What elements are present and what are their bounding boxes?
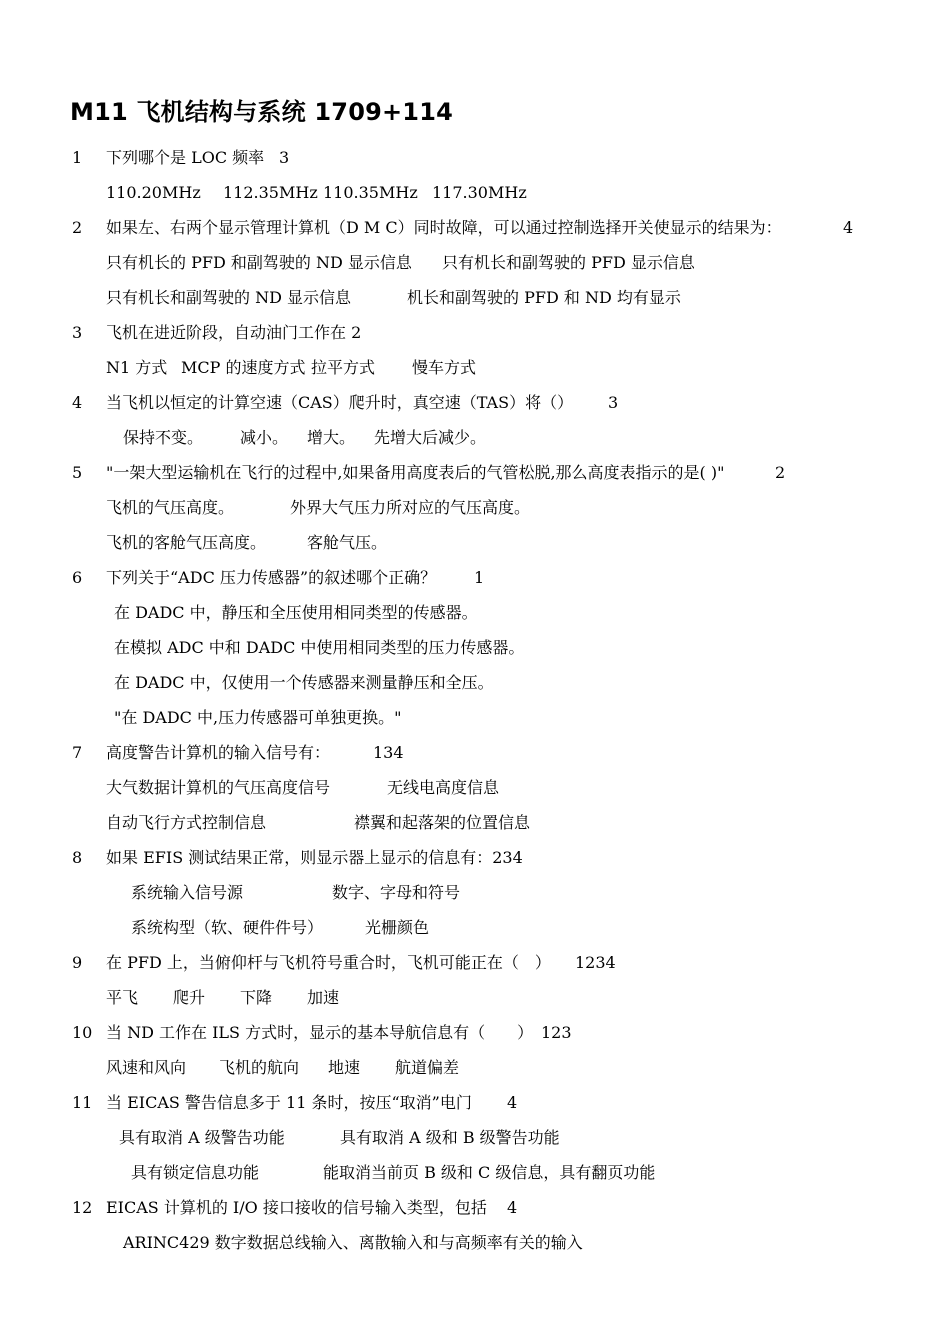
question-text: 飞机在进近阶段，自动油门工作在 2 (106, 323, 362, 342)
option-c: 拉平方式 (311, 358, 376, 377)
options-row (72, 630, 912, 665)
option-a: ARINC429 数字数据总线输入、离散输入和与高频率有关的输入 (123, 1233, 583, 1252)
question-list (72, 140, 912, 1260)
question-text: 高度警告计算机的输入信号有： (106, 743, 331, 762)
option-c: 具有锁定信息功能 (131, 1163, 260, 1182)
answer-key: 4 (507, 1093, 518, 1112)
question-6 (72, 560, 912, 595)
question-number: 2 (72, 218, 83, 237)
options-row (72, 595, 912, 630)
option-c: 增大。 (307, 428, 356, 447)
option-a: 保持不变。 (123, 428, 204, 447)
question-number: 3 (72, 323, 83, 342)
question-text: 在 PFD 上，当俯仰杆与飞机符号重合时，飞机可能正在（ ） (106, 953, 551, 972)
question-4 (72, 385, 912, 420)
question-number: 9 (72, 953, 83, 972)
option-a: 只有机长的 PFD 和副驾驶的 ND 显示信息 (106, 253, 412, 272)
options-row (72, 980, 912, 1015)
options-row (72, 1225, 912, 1260)
question-number: 10 (72, 1023, 93, 1042)
question-8 (72, 840, 912, 875)
answer-key: 123 (541, 1023, 572, 1042)
option-d: 加速 (307, 988, 340, 1007)
option-a: 系统输入信号源 (131, 883, 244, 902)
answer-key: 3 (279, 148, 290, 167)
options-row (72, 525, 912, 560)
option-b: 在模拟 ADC 中和 DADC 中使用相同类型的压力传感器。 (114, 638, 525, 657)
option-c: 只有机长和副驾驶的 ND 显示信息 (106, 288, 352, 307)
page-title: M11 飞机结构与系统 1709+114 (70, 98, 453, 126)
options-row (72, 875, 912, 910)
question-1 (72, 140, 912, 175)
option-d: 能取消当前页 B 级和 C 级信息，具有翻页功能 (323, 1163, 656, 1182)
option-c: 下降 (240, 988, 273, 1007)
question-number: 5 (72, 463, 83, 482)
question-text: 如果左、右两个显示管理计算机（D M C）同时故障，可以通过控制选择开关使显示的结果为： (106, 218, 782, 237)
option-a: N1 方式 (106, 358, 168, 377)
question-3 (72, 315, 912, 350)
options-row (72, 420, 912, 455)
option-a: 大气数据计算机的气压高度信号 (106, 778, 331, 797)
option-d: 光栅颜色 (365, 918, 430, 937)
option-b: 具有取消 A 级和 B 级警告功能 (340, 1128, 560, 1147)
option-a: 110.20MHz (106, 183, 201, 202)
question-text: 当 EICAS 警告信息多于 11 条时，按压“取消”电门 (106, 1093, 472, 1112)
question-number: 7 (72, 743, 83, 762)
option-c: 110.35MHz (323, 183, 418, 202)
question-12 (72, 1190, 912, 1225)
option-a: 具有取消 A 级警告功能 (119, 1128, 285, 1147)
options-row (72, 805, 912, 840)
option-d: 慢车方式 (412, 358, 477, 377)
option-d: 襟翼和起落架的位置信息 (354, 813, 531, 832)
question-text: EICAS 计算机的 I/O 接口接收的信号输入类型，包括 (106, 1198, 487, 1217)
option-c: 地速 (328, 1058, 361, 1077)
options-row (72, 1120, 912, 1155)
answer-key: 4 (843, 218, 854, 237)
option-d: 航道偏差 (395, 1058, 460, 1077)
question-number: 6 (72, 568, 83, 587)
question-text: 下列关于“ADC 压力传感器”的叙述哪个正确？ (106, 568, 437, 587)
option-d: 机长和副驾驶的 PFD 和 ND 均有显示 (407, 288, 681, 307)
options-row (72, 280, 912, 315)
question-number: 8 (72, 848, 83, 867)
option-a: 在 DADC 中，静压和全压使用相同类型的传感器。 (114, 603, 478, 622)
option-b: 外界大气压力所对应的气压高度。 (290, 498, 531, 517)
question-7 (72, 735, 912, 770)
option-d: 先增大后减少。 (374, 428, 487, 447)
question-text: 当飞机以恒定的计算空速（CAS）爬升时，真空速（TAS）将（） (106, 393, 574, 412)
option-a: 风速和风向 (106, 1058, 187, 1077)
question-text: "一架大型运输机在飞行的过程中,如果备用高度表后的气管松脱,那么高度表指示的是( )" (106, 463, 725, 482)
option-b: 减小。 (240, 428, 289, 447)
option-a: 飞机的气压高度。 (106, 498, 235, 517)
question-10 (72, 1015, 912, 1050)
option-c: 自动飞行方式控制信息 (106, 813, 267, 832)
question-text: 如果 EFIS 测试结果正常，则显示器上显示的信息有：234 (106, 848, 523, 867)
option-b: 爬升 (173, 988, 206, 1007)
option-b: MCP 的速度方式 (181, 358, 306, 377)
question-2 (72, 210, 912, 245)
option-c: 在 DADC 中，仅使用一个传感器来测量静压和全压。 (114, 673, 494, 692)
options-row (72, 1155, 912, 1190)
question-number: 4 (72, 393, 83, 412)
options-row (72, 175, 912, 210)
question-text: 下列哪个是 LOC 频率 (106, 148, 265, 167)
option-b: 数字、字母和符号 (332, 883, 461, 902)
options-row (72, 245, 912, 280)
answer-key: 1234 (575, 953, 616, 972)
question-number: 12 (72, 1198, 93, 1217)
option-b: 只有机长和副驾驶的 PFD 显示信息 (442, 253, 695, 272)
question-5 (72, 455, 912, 490)
options-row (72, 1050, 912, 1085)
option-b: 112.35MHz (223, 183, 318, 202)
question-11 (72, 1085, 912, 1120)
answer-key: 134 (373, 743, 404, 762)
answer-key: 3 (608, 393, 619, 412)
question-number: 11 (72, 1093, 93, 1112)
option-d: 117.30MHz (432, 183, 527, 202)
option-c: 飞机的客舱气压高度。 (106, 533, 267, 552)
options-row (72, 770, 912, 805)
option-a: 平飞 (106, 988, 139, 1007)
option-d: 客舱气压。 (307, 533, 388, 552)
question-9 (72, 945, 912, 980)
options-row (72, 665, 912, 700)
option-b: 飞机的航向 (219, 1058, 300, 1077)
option-b: 无线电高度信息 (387, 778, 500, 797)
options-row (72, 910, 912, 945)
option-d: "在 DADC 中,压力传感器可单独更换。" (114, 708, 402, 727)
options-row (72, 490, 912, 525)
options-row (72, 700, 912, 735)
question-number: 1 (72, 148, 83, 167)
answer-key: 4 (507, 1198, 518, 1217)
options-row (72, 350, 912, 385)
question-text: 当 ND 工作在 ILS 方式时，显示的基本导航信息有（ ） (106, 1023, 534, 1042)
option-c: 系统构型（软、硬件件号） (131, 918, 324, 937)
answer-key: 1 (474, 568, 485, 587)
answer-key: 2 (775, 463, 786, 482)
